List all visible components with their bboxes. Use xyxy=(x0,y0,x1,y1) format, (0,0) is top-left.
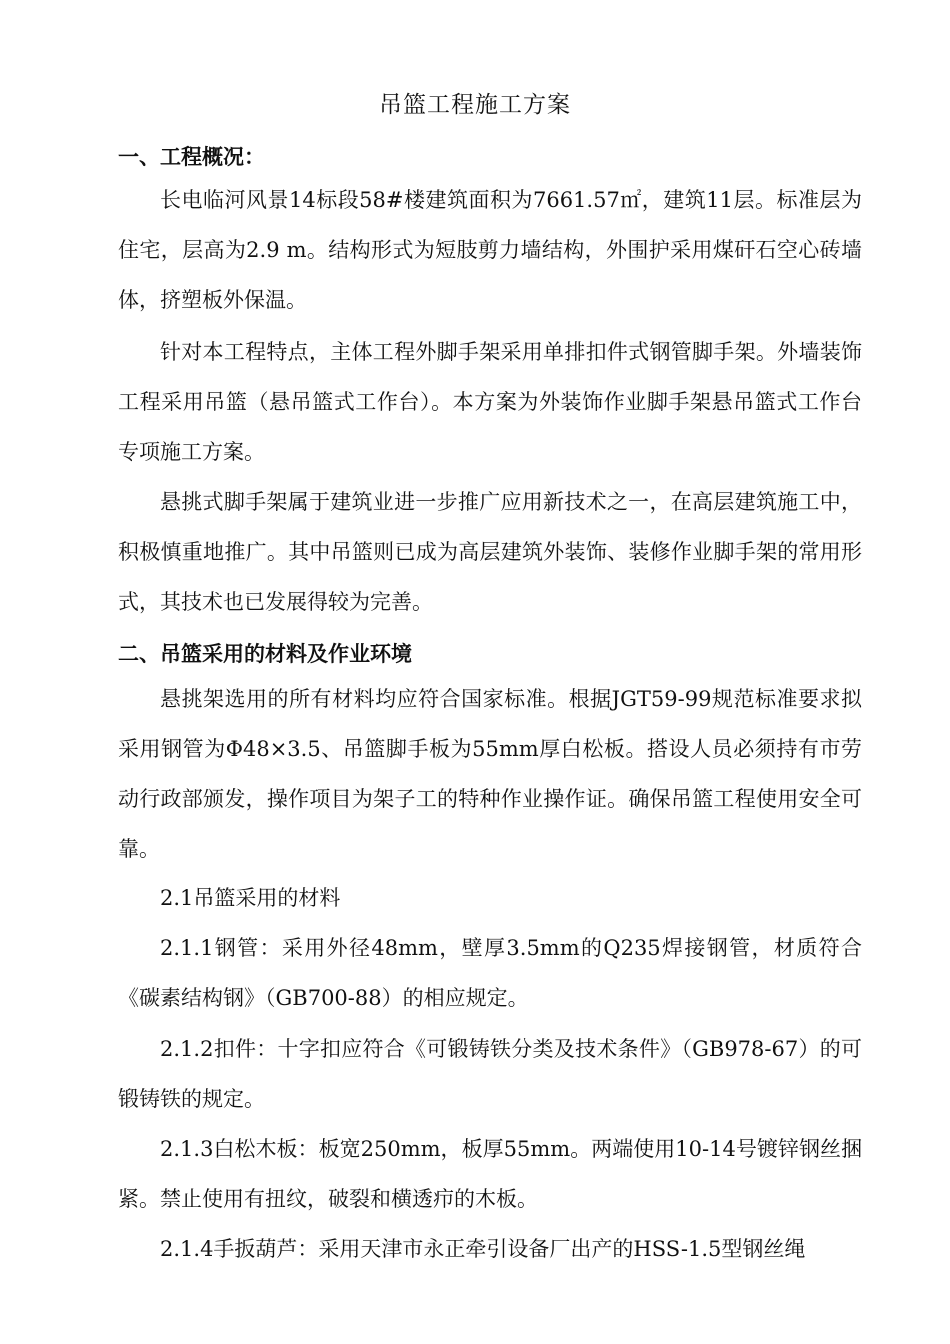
subsection-2-1-1: 2.1.1钢管：采用外径48mm，壁厚3.5mm的Q235焊接钢管，材质符合《碳素结构钢》（GB700-88）的相应规定。 xyxy=(118,936,862,1010)
section-1-heading: 一、工程概况： xyxy=(118,145,265,169)
subsection-2-1-heading: 2.1吊篮采用的材料 xyxy=(160,886,341,910)
document-title: 吊篮工程施工方案 xyxy=(379,92,571,118)
subsection-2-1-3: 2.1.3白松木板：板宽250mm，板厚55mm。两端使用10-14号镀锌钢丝捆紧。禁止使用有扭纹，破裂和横透疖的木板。 xyxy=(118,1137,862,1211)
section-1-paragraph-1: 长电临河风景14标段58#楼建筑面积为7661.57㎡，建筑11层。标准层为住宅，层高为2.9 m。结构形式为短肢剪力墙结构，外围护采用煤矸石空心砖墙体，挤塑板外保温。 xyxy=(118,188,862,312)
subsection-2-1-2: 2.1.2扣件：十字扣应符合《可锻铸铁分类及技术条件》（GB978-67）的可锻铸铁的规定。 xyxy=(118,1037,862,1111)
section-2-heading: 二、吊篮采用的材料及作业环境 xyxy=(118,642,412,666)
section-1-paragraph-2: 针对本工程特点，主体工程外脚手架采用单排扣件式钢管脚手架。外墙装饰工程采用吊篮（悬吊篮式工作台）。本方案为外装饰作业脚手架悬吊篮式工作台专项施工方案。 xyxy=(118,340,862,464)
section-2-paragraph-1: 悬挑架选用的所有材料均应符合国家标准。根据JGT59-99规范标准要求拟采用钢管为Φ48×3.5、吊篮脚手板为55mm厚白松板。搭设人员必须持有市劳动行政部颁发，操作项目为架子工的特种作业操作证。确保吊篮工程使用安全可靠。 xyxy=(118,687,862,861)
section-1-paragraph-3: 悬挑式脚手架属于建筑业进一步推广应用新技术之一，在高层建筑施工中，积极慎重地推广。其中吊篮则已成为高层建筑外装饰、装修作业脚手架的常用形式，其技术也已发展得较为完善。 xyxy=(118,490,862,614)
subsection-2-1-4: 2.1.4手扳葫芦：采用天津市永正牵引设备厂出产的HSS-1.5型钢丝绳 xyxy=(160,1237,806,1261)
